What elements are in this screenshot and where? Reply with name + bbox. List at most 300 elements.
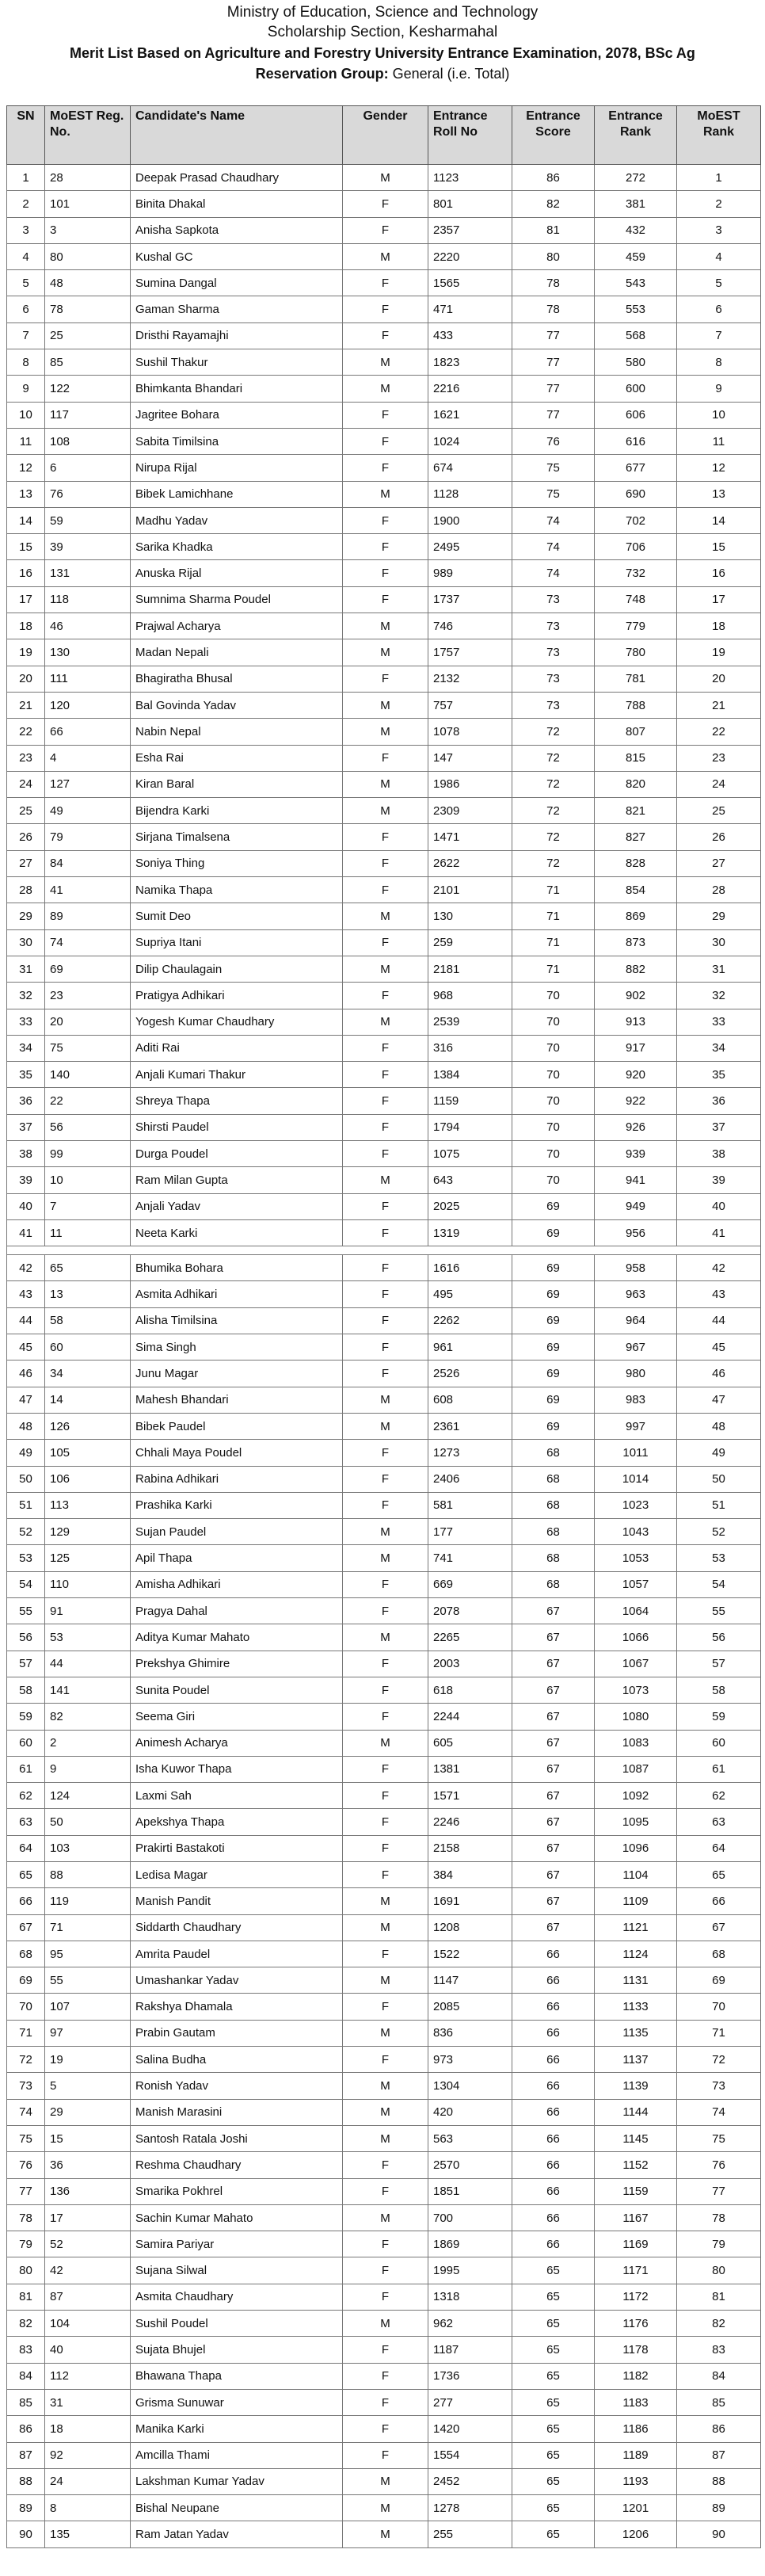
table-row <box>7 956 761 982</box>
cell-sn: 24 <box>7 771 45 797</box>
table-row <box>7 243 761 269</box>
cell-moest-rank: 31 <box>677 956 761 982</box>
cell-name: Manika Karki <box>131 2416 343 2442</box>
cell-entrance-rank: 690 <box>595 481 677 507</box>
cell-sn: 84 <box>7 2363 45 2389</box>
table-row <box>7 1062 761 1088</box>
table-row <box>7 2416 761 2442</box>
cell-entrance-rank: 779 <box>595 613 677 639</box>
cell-moest-rank: 11 <box>677 428 761 454</box>
cell-score: 67 <box>512 1704 595 1730</box>
cell-gender: M <box>343 1624 428 1651</box>
cell-sn: 68 <box>7 1941 45 1967</box>
cell-moest-rank: 79 <box>677 2231 761 2257</box>
cell-gender: M <box>343 1167 428 1193</box>
cell-reg-no: 140 <box>45 1062 131 1088</box>
cell-gender: M <box>343 798 428 824</box>
cell-score: 73 <box>512 613 595 639</box>
cell-gender: F <box>343 1941 428 1967</box>
cell-moest-rank: 69 <box>677 1967 761 1994</box>
cell-score: 78 <box>512 270 595 296</box>
cell-moest-rank: 84 <box>677 2363 761 2389</box>
cell-gender: M <box>343 719 428 745</box>
cell-name: Durga Poudel <box>131 1140 343 1166</box>
cell-roll-no: 1851 <box>428 2178 512 2204</box>
cell-name: Asmita Chaudhary <box>131 2284 343 2310</box>
cell-sn: 64 <box>7 1835 45 1861</box>
cell-entrance-rank: 1104 <box>595 1862 677 1888</box>
cell-score: 72 <box>512 719 595 745</box>
cell-reg-no: 80 <box>45 243 131 269</box>
cell-name: Sachin Kumar Mahato <box>131 2204 343 2231</box>
cell-gender: M <box>343 2204 428 2231</box>
cell-roll-no: 1078 <box>428 719 512 745</box>
cell-roll-no: 1318 <box>428 2284 512 2310</box>
cell-moest-rank: 14 <box>677 507 761 533</box>
cell-roll-no: 2003 <box>428 1651 512 1677</box>
cell-name: Aditi Rai <box>131 1035 343 1061</box>
col-header-moest-rank: MoEST Rank <box>677 106 761 165</box>
cell-entrance-rank: 600 <box>595 376 677 402</box>
cell-name: Asmita Adhikari <box>131 1281 343 1307</box>
cell-entrance-rank: 1023 <box>595 1492 677 1518</box>
cell-reg-no: 111 <box>45 666 131 692</box>
cell-moest-rank: 24 <box>677 771 761 797</box>
cell-sn: 38 <box>7 1140 45 1166</box>
cell-roll-no: 420 <box>428 2099 512 2125</box>
cell-entrance-rank: 1092 <box>595 1783 677 1809</box>
cell-roll-no: 1757 <box>428 639 512 666</box>
cell-reg-no: 113 <box>45 1492 131 1518</box>
table-row <box>7 771 761 797</box>
cell-roll-no: 316 <box>428 1035 512 1061</box>
cell-sn: 18 <box>7 613 45 639</box>
cell-reg-no: 15 <box>45 2125 131 2151</box>
cell-roll-no: 2570 <box>428 2152 512 2178</box>
cell-reg-no: 56 <box>45 1114 131 1140</box>
cell-entrance-rank: 432 <box>595 217 677 243</box>
cell-score: 70 <box>512 1035 595 1061</box>
cell-sn: 2 <box>7 191 45 217</box>
table-row <box>7 2311 761 2337</box>
cell-reg-no: 52 <box>45 2231 131 2257</box>
cell-entrance-rank: 1131 <box>595 1967 677 1994</box>
cell-score: 66 <box>512 2073 595 2099</box>
cell-roll-no: 2406 <box>428 1466 512 1492</box>
cell-name: Reshma Chaudhary <box>131 2152 343 2178</box>
cell-score: 67 <box>512 1598 595 1624</box>
table-row <box>7 1756 761 1782</box>
cell-gender: M <box>343 1413 428 1439</box>
cell-score: 78 <box>512 296 595 322</box>
cell-name: Apekshya Thapa <box>131 1809 343 1835</box>
cell-name: Smarika Pokhrel <box>131 2178 343 2204</box>
cell-reg-no: 65 <box>45 1255 131 1281</box>
cell-entrance-rank: 939 <box>595 1140 677 1166</box>
cell-roll-no: 962 <box>428 2311 512 2337</box>
cell-reg-no: 53 <box>45 1624 131 1651</box>
cell-roll-no: 961 <box>428 1334 512 1361</box>
cell-gender: M <box>343 903 428 929</box>
cell-score: 74 <box>512 507 595 533</box>
cell-gender: M <box>343 1387 428 1413</box>
table-row <box>7 1114 761 1140</box>
cell-moest-rank: 87 <box>677 2442 761 2468</box>
cell-sn: 67 <box>7 1914 45 1941</box>
table-row <box>7 1809 761 1835</box>
cell-moest-rank: 21 <box>677 692 761 718</box>
cell-gender: F <box>343 270 428 296</box>
cell-gender: F <box>343 824 428 850</box>
cell-entrance-rank: 1189 <box>595 2442 677 2468</box>
cell-entrance-rank: 1183 <box>595 2389 677 2415</box>
cell-moest-rank: 75 <box>677 2125 761 2151</box>
cell-gender: F <box>343 1219 428 1246</box>
cell-name: Sushil Thakur <box>131 349 343 376</box>
cell-name: Jagritee Bohara <box>131 402 343 428</box>
cell-gender: F <box>343 191 428 217</box>
cell-name: Sushil Poudel <box>131 2311 343 2337</box>
cell-gender: M <box>343 349 428 376</box>
cell-gender: M <box>343 956 428 982</box>
cell-gender: F <box>343 1835 428 1861</box>
cell-score: 72 <box>512 824 595 850</box>
cell-entrance-rank: 272 <box>595 165 677 191</box>
cell-sn: 65 <box>7 1862 45 1888</box>
cell-entrance-rank: 1152 <box>595 2152 677 2178</box>
cell-name: Ronish Yadav <box>131 2073 343 2099</box>
cell-gender: M <box>343 2495 428 2521</box>
cell-roll-no: 1159 <box>428 1088 512 1114</box>
cell-roll-no: 1187 <box>428 2337 512 2363</box>
table-row <box>7 798 761 824</box>
cell-score: 65 <box>512 2389 595 2415</box>
cell-entrance-rank: 748 <box>595 586 677 613</box>
cell-reg-no: 78 <box>45 296 131 322</box>
cell-moest-rank: 18 <box>677 613 761 639</box>
cell-score: 66 <box>512 1941 595 1967</box>
cell-name: Bhumika Bohara <box>131 1255 343 1281</box>
table-row <box>7 1255 761 1281</box>
cell-name: Prashika Karki <box>131 1492 343 1518</box>
reservation-label: Reservation Group: <box>255 66 389 82</box>
cell-name: Dilip Chaulagain <box>131 956 343 982</box>
cell-sn: 73 <box>7 2073 45 2099</box>
cell-entrance-rank: 1057 <box>595 1571 677 1597</box>
cell-name: Ledisa Magar <box>131 1862 343 1888</box>
cell-reg-no: 89 <box>45 903 131 929</box>
cell-gender: F <box>343 507 428 533</box>
cell-gender: F <box>343 296 428 322</box>
cell-reg-no: 88 <box>45 1862 131 1888</box>
table-row <box>7 1704 761 1730</box>
cell-entrance-rank: 1144 <box>595 2099 677 2125</box>
cell-name: Bijendra Karki <box>131 798 343 824</box>
cell-sn: 17 <box>7 586 45 613</box>
cell-score: 65 <box>512 2363 595 2389</box>
cell-name: Sima Singh <box>131 1334 343 1361</box>
cell-entrance-rank: 980 <box>595 1361 677 1387</box>
cell-sn: 54 <box>7 1571 45 1597</box>
cell-score: 67 <box>512 1888 595 1914</box>
cell-entrance-rank: 828 <box>595 850 677 876</box>
cell-moest-rank: 62 <box>677 1783 761 1809</box>
cell-gender: F <box>343 1492 428 1518</box>
cell-sn: 81 <box>7 2284 45 2310</box>
cell-gender: F <box>343 455 428 481</box>
cell-reg-no: 22 <box>45 1088 131 1114</box>
table-row <box>7 2020 761 2046</box>
cell-score: 68 <box>512 1492 595 1518</box>
cell-moest-rank: 60 <box>677 1730 761 1756</box>
table-row <box>7 1677 761 1703</box>
table-row <box>7 2257 761 2284</box>
cell-roll-no: 277 <box>428 2389 512 2415</box>
cell-name: Deepak Prasad Chaudhary <box>131 165 343 191</box>
cell-name: Apil Thapa <box>131 1545 343 1571</box>
cell-name: Yogesh Kumar Chaudhary <box>131 1009 343 1035</box>
cell-moest-rank: 50 <box>677 1466 761 1492</box>
cell-moest-rank: 68 <box>677 1941 761 1967</box>
cell-reg-no: 5 <box>45 2073 131 2099</box>
table-row <box>7 1466 761 1492</box>
cell-entrance-rank: 827 <box>595 824 677 850</box>
cell-roll-no: 2452 <box>428 2468 512 2494</box>
table-row <box>7 903 761 929</box>
table-row <box>7 1281 761 1307</box>
cell-reg-no: 79 <box>45 824 131 850</box>
cell-score: 67 <box>512 1624 595 1651</box>
cell-entrance-rank: 1066 <box>595 1624 677 1651</box>
table-row <box>7 322 761 349</box>
cell-name: Amrita Paudel <box>131 1941 343 1967</box>
cell-entrance-rank: 917 <box>595 1035 677 1061</box>
table-row <box>7 2363 761 2389</box>
cell-score: 65 <box>512 2337 595 2363</box>
cell-entrance-rank: 580 <box>595 349 677 376</box>
cell-score: 67 <box>512 1835 595 1861</box>
cell-moest-rank: 40 <box>677 1193 761 1219</box>
cell-reg-no: 34 <box>45 1361 131 1387</box>
cell-roll-no: 2265 <box>428 1624 512 1651</box>
cell-entrance-rank: 983 <box>595 1387 677 1413</box>
cell-name: Prabin Gautam <box>131 2020 343 2046</box>
cell-gender: F <box>343 1651 428 1677</box>
cell-gender: F <box>343 402 428 428</box>
cell-gender: F <box>343 1756 428 1782</box>
reservation-group <box>0 63 765 84</box>
cell-sn: 53 <box>7 1545 45 1571</box>
cell-reg-no: 104 <box>45 2311 131 2337</box>
table-row <box>7 560 761 586</box>
cell-score: 65 <box>512 2416 595 2442</box>
cell-roll-no: 255 <box>428 2521 512 2547</box>
table-row <box>7 1941 761 1967</box>
cell-sn: 11 <box>7 428 45 454</box>
cell-moest-rank: 86 <box>677 2416 761 2442</box>
cell-roll-no: 471 <box>428 296 512 322</box>
cell-reg-no: 25 <box>45 322 131 349</box>
cell-gender: M <box>343 2521 428 2547</box>
cell-sn: 74 <box>7 2099 45 2125</box>
cell-entrance-rank: 1137 <box>595 2047 677 2073</box>
cell-sn: 46 <box>7 1361 45 1387</box>
cell-entrance-rank: 1186 <box>595 2416 677 2442</box>
cell-entrance-rank: 1095 <box>595 1809 677 1835</box>
cell-gender: M <box>343 1519 428 1545</box>
cell-entrance-rank: 1067 <box>595 1651 677 1677</box>
cell-sn: 5 <box>7 270 45 296</box>
cell-score: 69 <box>512 1255 595 1281</box>
cell-name: Prekshya Ghimire <box>131 1651 343 1677</box>
table-row <box>7 745 761 771</box>
cell-score: 65 <box>512 2311 595 2337</box>
cell-entrance-rank: 820 <box>595 771 677 797</box>
cell-roll-no: 563 <box>428 2125 512 2151</box>
cell-gender: F <box>343 1140 428 1166</box>
cell-reg-no: 119 <box>45 1888 131 1914</box>
cell-reg-no: 126 <box>45 1413 131 1439</box>
cell-roll-no: 1075 <box>428 1140 512 1166</box>
cell-reg-no: 135 <box>45 2521 131 2547</box>
cell-entrance-rank: 1206 <box>595 2521 677 2547</box>
cell-sn: 9 <box>7 376 45 402</box>
cell-reg-no: 17 <box>45 2204 131 2231</box>
cell-sn: 85 <box>7 2389 45 2415</box>
cell-name: Gaman Sharma <box>131 296 343 322</box>
cell-roll-no: 2085 <box>428 1994 512 2020</box>
cell-entrance-rank: 1169 <box>595 2231 677 2257</box>
cell-reg-no: 106 <box>45 1466 131 1492</box>
cell-score: 66 <box>512 2020 595 2046</box>
cell-moest-rank: 53 <box>677 1545 761 1571</box>
cell-roll-no: 643 <box>428 1167 512 1193</box>
cell-reg-no: 136 <box>45 2178 131 2204</box>
cell-roll-no: 2357 <box>428 217 512 243</box>
cell-entrance-rank: 920 <box>595 1062 677 1088</box>
cell-moest-rank: 23 <box>677 745 761 771</box>
cell-name: Prakirti Bastakoti <box>131 1835 343 1861</box>
cell-roll-no: 2495 <box>428 534 512 560</box>
cell-score: 70 <box>512 1088 595 1114</box>
cell-roll-no: 1147 <box>428 1967 512 1994</box>
cell-entrance-rank: 941 <box>595 1167 677 1193</box>
cell-gender: F <box>343 1255 428 1281</box>
cell-reg-no: 84 <box>45 850 131 876</box>
cell-reg-no: 76 <box>45 481 131 507</box>
cell-roll-no: 2216 <box>428 376 512 402</box>
table-row <box>7 2284 761 2310</box>
cell-score: 67 <box>512 1730 595 1756</box>
cell-entrance-rank: 873 <box>595 929 677 956</box>
cell-roll-no: 1794 <box>428 1114 512 1140</box>
cell-sn: 90 <box>7 2521 45 2547</box>
table-row <box>7 1492 761 1518</box>
cell-name: Mahesh Bhandari <box>131 1387 343 1413</box>
cell-roll-no: 1278 <box>428 2495 512 2521</box>
cell-sn: 6 <box>7 296 45 322</box>
cell-moest-rank: 76 <box>677 2152 761 2178</box>
cell-moest-rank: 90 <box>677 2521 761 2547</box>
cell-roll-no: 1691 <box>428 1888 512 1914</box>
cell-entrance-rank: 1109 <box>595 1888 677 1914</box>
cell-gender: M <box>343 1967 428 1994</box>
cell-moest-rank: 39 <box>677 1167 761 1193</box>
cell-roll-no: 2078 <box>428 1598 512 1624</box>
cell-reg-no: 122 <box>45 376 131 402</box>
cell-reg-no: 71 <box>45 1914 131 1941</box>
cell-entrance-rank: 1176 <box>595 2311 677 2337</box>
table-row <box>7 2152 761 2178</box>
cell-score: 73 <box>512 586 595 613</box>
cell-sn: 32 <box>7 983 45 1009</box>
cell-roll-no: 433 <box>428 322 512 349</box>
cell-roll-no: 147 <box>428 745 512 771</box>
table-row <box>7 534 761 560</box>
cell-reg-no: 24 <box>45 2468 131 2494</box>
cell-entrance-rank: 780 <box>595 639 677 666</box>
cell-moest-rank: 22 <box>677 719 761 745</box>
cell-name: Soniya Thing <box>131 850 343 876</box>
table-row <box>7 1035 761 1061</box>
cell-roll-no: 1304 <box>428 2073 512 2099</box>
cell-score: 66 <box>512 2099 595 2125</box>
cell-sn: 22 <box>7 719 45 745</box>
cell-moest-rank: 89 <box>677 2495 761 2521</box>
cell-reg-no: 55 <box>45 1967 131 1994</box>
table-row <box>7 1167 761 1193</box>
cell-moest-rank: 72 <box>677 2047 761 2073</box>
cell-moest-rank: 41 <box>677 1219 761 1246</box>
col-header-gender: Gender <box>343 106 428 165</box>
cell-reg-no: 2 <box>45 1730 131 1756</box>
cell-gender: F <box>343 877 428 903</box>
cell-entrance-rank: 677 <box>595 455 677 481</box>
cell-roll-no: 608 <box>428 1387 512 1413</box>
cell-score: 69 <box>512 1281 595 1307</box>
cell-sn: 28 <box>7 877 45 903</box>
cell-score: 69 <box>512 1361 595 1387</box>
cell-sn: 77 <box>7 2178 45 2204</box>
cell-reg-no: 124 <box>45 1783 131 1809</box>
cell-gender: F <box>343 2047 428 2073</box>
table-row <box>7 191 761 217</box>
cell-score: 70 <box>512 1140 595 1166</box>
cell-score: 74 <box>512 534 595 560</box>
cell-entrance-rank: 1096 <box>595 1835 677 1861</box>
cell-moest-rank: 47 <box>677 1387 761 1413</box>
cell-reg-no: 141 <box>45 1677 131 1703</box>
cell-sn: 45 <box>7 1334 45 1361</box>
cell-gender: F <box>343 1088 428 1114</box>
cell-sn: 21 <box>7 692 45 718</box>
cell-score: 65 <box>512 2468 595 2494</box>
cell-moest-rank: 61 <box>677 1756 761 1782</box>
cell-score: 66 <box>512 2125 595 2151</box>
cell-score: 67 <box>512 1756 595 1782</box>
ministry-name: Ministry of Education, Science and Technology <box>226 4 539 21</box>
cell-moest-rank: 29 <box>677 903 761 929</box>
cell-roll-no: 2539 <box>428 1009 512 1035</box>
cell-sn: 42 <box>7 1255 45 1281</box>
table-row <box>7 2389 761 2415</box>
cell-moest-rank: 30 <box>677 929 761 956</box>
cell-entrance-rank: 1133 <box>595 1994 677 2020</box>
table-row <box>7 376 761 402</box>
document-header <box>0 0 765 84</box>
cell-gender: F <box>343 1307 428 1334</box>
cell-entrance-rank: 882 <box>595 956 677 982</box>
